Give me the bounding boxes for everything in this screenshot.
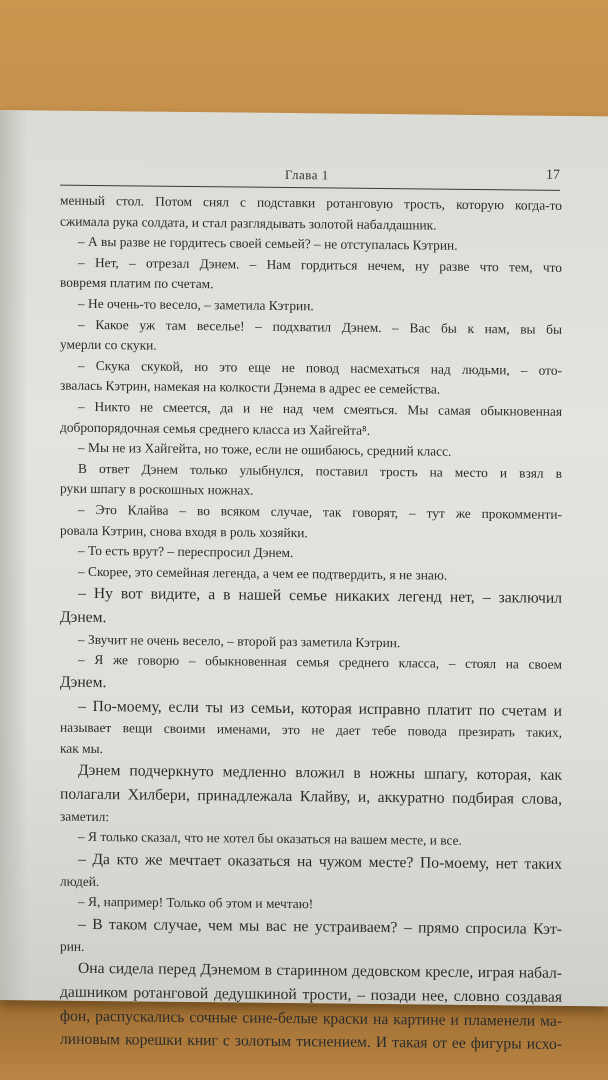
text-line: дашником ротанговой дедушкиной трости, – позади нее, словно создавая [60, 983, 562, 1006]
text-line: – А вы разве не гордитесь своей семьей? – не отступалась Кэтрин. [78, 234, 458, 253]
text-line: – Звучит не очень весело, – второй раз заметила Кэтрин. [78, 631, 401, 650]
text-line: – Скорее, это семейная легенда, а чем ее подтвердить, я не знаю. [78, 563, 448, 583]
text-line: линовым корешки книг с золотым тиснением. И такая от ее фигуры исхо- [60, 1030, 562, 1054]
text-line: – В таком случае, чем мы вас не устраиваем? – прямо спросила Кэт- [78, 915, 562, 938]
book-page [0, 110, 608, 1054]
text-line: – Я, например! Только об этом и мечтаю! [78, 894, 314, 912]
text-line: рин. [60, 938, 85, 954]
text-line: – Какое уж там веселье! – подхватил Дэнем. – Вас бы к нам, вы бы [78, 316, 562, 337]
text-line: добропорядочная семья среднего класса из Хайгейта⁸. [60, 419, 371, 438]
text-line: – По-моему, если ты из семьи, которая исправно платит по счетам и [78, 697, 562, 720]
body-text [60, 191, 562, 1057]
text-line: Дэнем. [60, 673, 107, 691]
text-line: Дэнем подчеркнуто медленно вложил в ножны шпагу, которая, как [78, 762, 562, 785]
page-edge [0, 110, 28, 1000]
text-line: как мы. [60, 740, 103, 756]
text-line: – Скука скукой, но это еще не повод насмехаться над людьми, – ото- [78, 357, 562, 378]
text-line: – Я же говорю – обыкновенная семья среднего класса, – стоял на своем [78, 652, 562, 673]
text-line: В ответ Дэнем только улыбнулся, поставил трость на место и взял в [78, 460, 562, 481]
text-line: – То есть врут? – переспросил Дэнем. [78, 542, 294, 561]
text-line: людей. [60, 873, 100, 889]
text-line: – Мы не из Хайгейта, но тоже, если не ошибаюсь, средний класс. [78, 439, 452, 459]
text-line: – Нет, – отрезал Дэнем. – Нам гордиться нечем, ну разве что тем, что [78, 254, 562, 275]
text-line: заметил: [60, 808, 110, 824]
text-line: вовремя платим по счетам. [60, 275, 214, 292]
text-line: ровала Кэтрин, снова входя в роль хозяйки. [60, 522, 308, 540]
text-line: сжимала рука солдата, и стал разглядывать золотой набалдашник. [60, 213, 437, 233]
running-header [60, 163, 560, 191]
text-line: – Я только сказал, что не хотел бы оказаться на вашем месте, и все. [78, 829, 462, 849]
text-line: полагали Хилбери, принадлежала Клайву, и, аккуратно подбирая слова, [60, 785, 562, 808]
page-number: 17 [546, 167, 560, 183]
text-line: фон, распускались сочные сине-белые краски на картине и пламенели ма- [60, 1007, 562, 1030]
text-line: Она сидела перед Дэнемом в старинном дедовском кресле, играя набал- [78, 959, 562, 983]
text-line: руки шпагу в роскошных ножнах. [60, 480, 254, 498]
text-line: – Ну вот видите, а в нашей семье никаких легенд нет, – заключил [78, 585, 562, 608]
text-line: – Да кто же мечтает оказаться на чужом месте? По-моему, нет таких [78, 850, 562, 873]
text-line: менный стол. Потом снял с подставки ротанговую трость, которую когда-то [60, 192, 562, 213]
text-line: – Не очень-то весело, – заметила Кэтрин. [78, 295, 314, 314]
text-line: звалась Кэтрин, намекая на колкости Дэнема в адрес ее семейства. [60, 377, 441, 397]
text-line: – Никто не смеется, да и не над чем смеяться. Мы самая обыкновенная [78, 398, 562, 419]
text-line: называет вещи своими именами, это не дает тебе повода презирать таких, [60, 719, 562, 741]
text-line: Дэнем. [60, 608, 107, 627]
text-line: умерли со скуки. [60, 336, 157, 353]
chapter-title: Глава 1 [285, 166, 329, 183]
text-line: – Это Клайва – во всяком случае, так говорят, – тут же прокомменти- [78, 501, 562, 522]
